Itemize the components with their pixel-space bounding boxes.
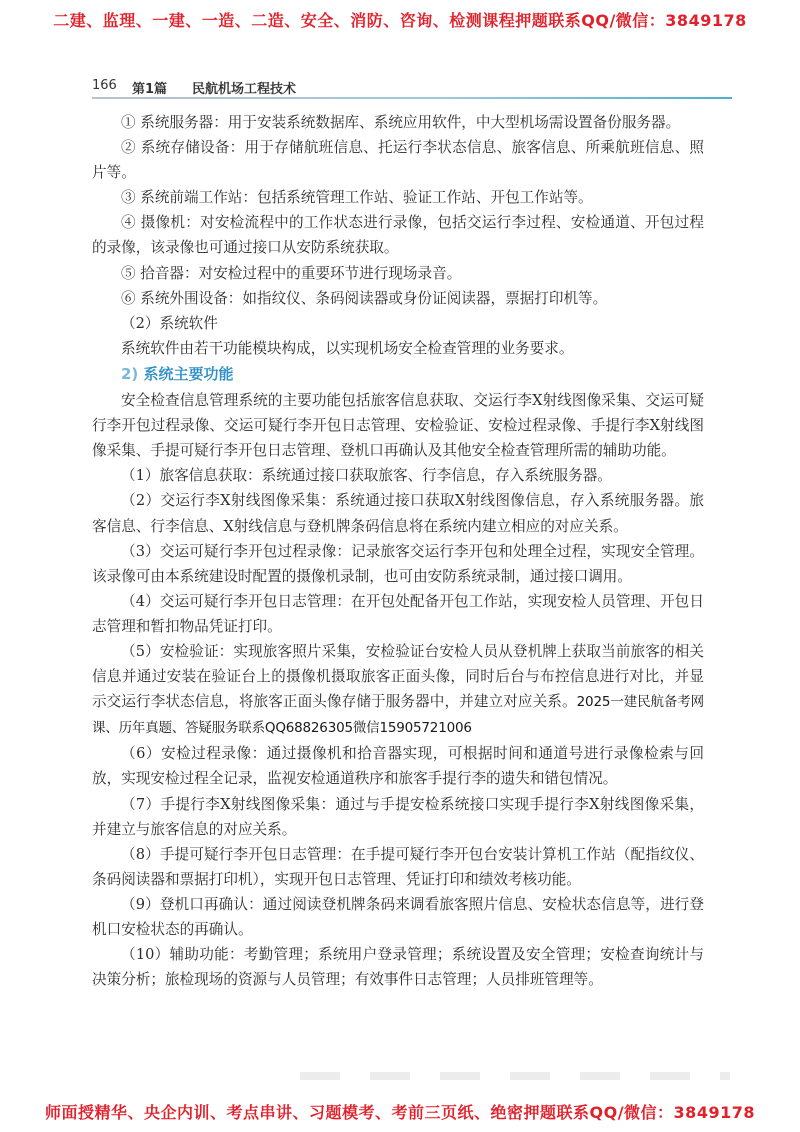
paragraph: 系统软件由若干功能模块构成，以实现机场安全检查管理的业务要求。 [121,339,574,357]
section-heading [92,362,704,387]
bottom-promo-banner: 师面授精华、央企内训、考点串讲、习题模考、考前三页纸、绝密押题联系QQ/微信：3849178 [45,1103,755,1122]
section-number: 2) [121,364,139,383]
paragraph-text: （5）安检验证：实现旅客照片采集，安检验证台安检人员从登机牌上获取当前旅客的相关信息并通过安装在验证台上的摄像机摄取旅客正面头像，同时后台与布控信息进行对比，并显示交运行李状态信息，将旅客正面头像存储于服务器中，并建立对应关系。 [92,642,704,711]
book-title: 民航机场工程技术 [192,82,297,97]
paragraph: 安全检查信息管理系统的主要功能包括旅客信息获取、交运行李X射线图像采集、交运可疑行李开包过程录像、交运可疑行李开包日志管理、安检验证、安检过程录像、手提行李X射线图像采集、手提可疑行李开包日志管理、登机口再确认及其他安全检查管理所需的辅助功能。 [92,392,704,460]
paragraph: （2）交运行李X射线图像采集：系统通过接口获取X射线图像信息，存入系统服务器。旅客信息、行李信息、X射线信息与登机牌条码信息将在系统内建立相应的对应关系。 [92,492,704,535]
section-title: 系统主要功能 [143,364,234,383]
top-promo-banner: 二建、监理、一建、一造、二造、安全、消防、咨询、检测课程押题联系QQ/微信：3849178 [53,11,747,30]
paragraph: ⑥ 系统外围设备：如指纹仪、条码阅读器或身份证阅读器，票据打印机等。 [121,289,608,307]
paragraph: （2）系统软件 [121,314,218,332]
body-text [92,110,704,992]
header-rule [92,97,732,99]
paragraph: ③ 系统前端工作站：包括系统管理工作站、验证工作站、开包工作站等。 [121,189,593,207]
paragraph: ① 系统服务器：用于安装系统数据库、系统应用软件，中大型机场需设置备份服务器。 [121,114,681,131]
inline-promo-text: 2025一建民航备考网课、历年真题、答疑服务联系QQ68826305微信15905721006 [92,694,704,737]
paragraph: （3）交运可疑行李开包过程录像：记录旅客交运行李开包和处理全过程，实现安全管理。该录像可由本系统建设时配置的摄像机录制，也可由安防系统录制，通过接口调用。 [92,542,704,585]
page-number: 166 [92,78,117,93]
paragraph: （8）手提可疑行李开包日志管理：在手提可疑行李开包台安装计算机工作站（配指纹仪、条码阅读器和票据打印机），实现开包日志管理、凭证打印和绩效考核功能。 [92,845,704,888]
paragraph: ⑤ 拾音器：对安检过程中的重要环节进行现场录音。 [121,264,462,282]
paragraph: （10）辅助功能：考勤管理；系统用户登录管理；系统设置及安全管理；安检查询统计与决策分析；旅检现场的资源与人员管理；有效事件日志管理；人员排班管理等。 [92,946,704,989]
paragraph: （6）安检过程录像：通过摄像机和拾音器实现，可根据时间和通道号进行录像检索与回放，实现安检过程全记录，监视安检通道秩序和旅客手提行李的遗失和错包情况。 [92,745,704,788]
paragraph-with-promo [92,639,704,741]
paragraph: （4）交运可疑行李开包日志管理：在开包处配备开包工作站，实现安检人员管理、开包日志管理和暂扣物品凭证打印。 [92,592,704,635]
paragraph: （1）旅客信息获取：系统通过接口获取旅客、行李信息，存入系统服务器。 [121,467,612,485]
faint-bleedthrough [300,1072,730,1080]
paragraph: ④ 摄像机：对安检流程中的工作状态进行录像，包括交运行李过程、安检通道、开包过程的录像，该录像也可通过接口从安防系统获取。 [92,214,704,257]
paragraph: （7）手提行李X射线图像采集：通过与手提安检系统接口实现手提行李X射线图像采集，并建立与旅客信息的对应关系。 [92,795,704,838]
part-label: 第1篇 [132,82,168,97]
paragraph: （9）登机口再确认：通过阅读登机牌条码来调看旅客照片信息、安检状态信息等，进行登机口安检状态的再确认。 [92,895,704,938]
paragraph: ② 系统存储设备：用于存储航班信息、托运行李状态信息、旅客信息、所乘航班信息、照片等。 [92,139,704,182]
